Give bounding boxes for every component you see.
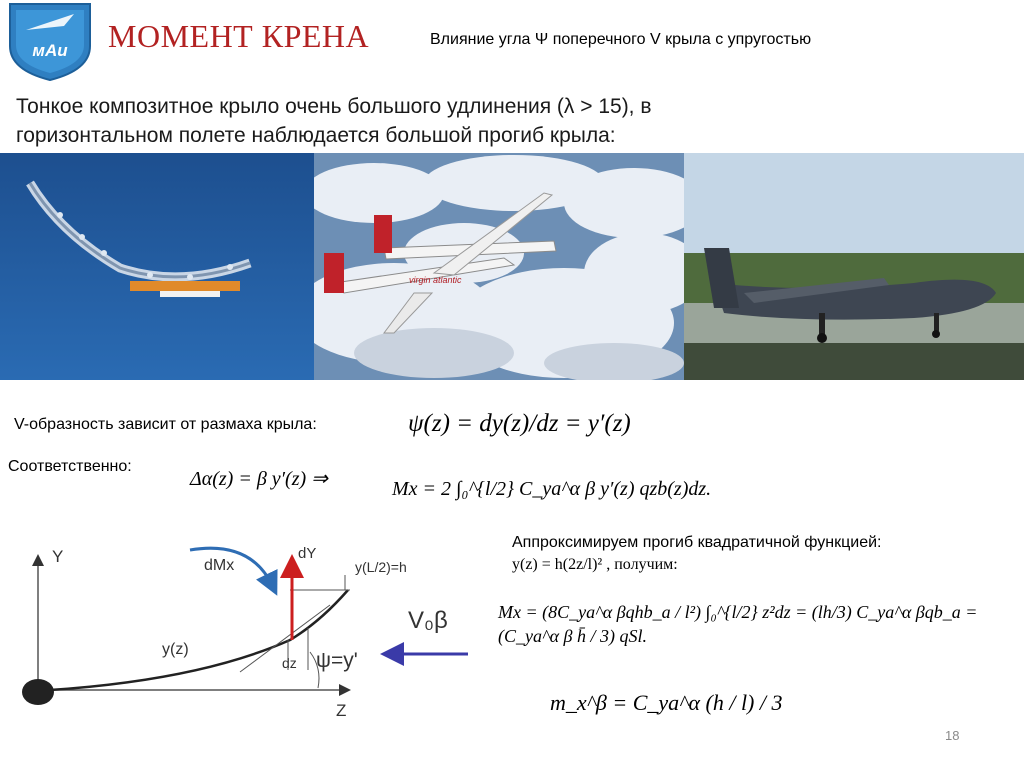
mai-logo [4,0,96,82]
slide-title: МОМЕНТ КРЕНА [108,18,370,54]
moment-label: dMx [204,557,235,574]
mx-result-formula: Mx = (8C_ya^α βqhb_a / l²) ∫₀^{l/2} z²dz = (lh/3) C_ya^α βqb_a = (C_ya^α β h̄ / 3) qSl. [498,602,978,646]
fuselage-dot [22,679,54,705]
deflection-diagram [0,530,480,730]
svg-text:мАи: мАи [32,41,68,60]
alpha-formula: Δα(z) = β y′(z) ⇒ [190,468,328,490]
page-number: 18 [945,728,960,743]
photo-drone-runway [684,153,1024,380]
force-label: dY [298,545,317,562]
livery-text: virgin atlantic [409,275,462,285]
wing-curve [50,590,348,690]
deflection-end-label: y(L/2)=h [355,559,407,575]
approx-label: Аппроксимируем прогиб квадратичной функцией: [512,534,882,551]
mx-beta-formula: m_x^β = C_ya^α (h / l) / 3 [550,690,783,715]
velocity-label: V₀β [408,607,448,634]
photo-solar-wing [0,153,314,380]
photo-clouds-aircraft [314,153,684,380]
dz-label: dz [282,655,297,671]
mx-integral-formula: Mx = 2 ∫₀^{l/2} C_ya^α β y′(z) qzb(z)dz. [392,478,712,500]
intro-line-1: Тонкое композитное крыло очень большого удлинения (λ > 15), в [16,95,652,118]
intro-line-2: горизонтальном полете наблюдается большой прогиб крыла: [16,124,616,147]
curve-label: y(z) [162,641,189,658]
axis-z-label: Z [336,701,347,720]
intro-text [16,92,652,150]
axis-y-label: Y [52,547,64,566]
v-shape-formula: ψ(z) = dy(z)/dz = y′(z) [408,410,631,437]
correspondingly-label: Соответственно: [8,458,132,475]
psi-label: ψ=y' [316,649,358,672]
v-shape-label: V-образность зависит от размаха крыла: [14,416,317,433]
approx-expression: y(z) = h(2z/l)² , получим: [512,556,678,573]
slide-subtitle: Влияние угла Ψ поперечного V крыла с упругостью [430,31,812,48]
